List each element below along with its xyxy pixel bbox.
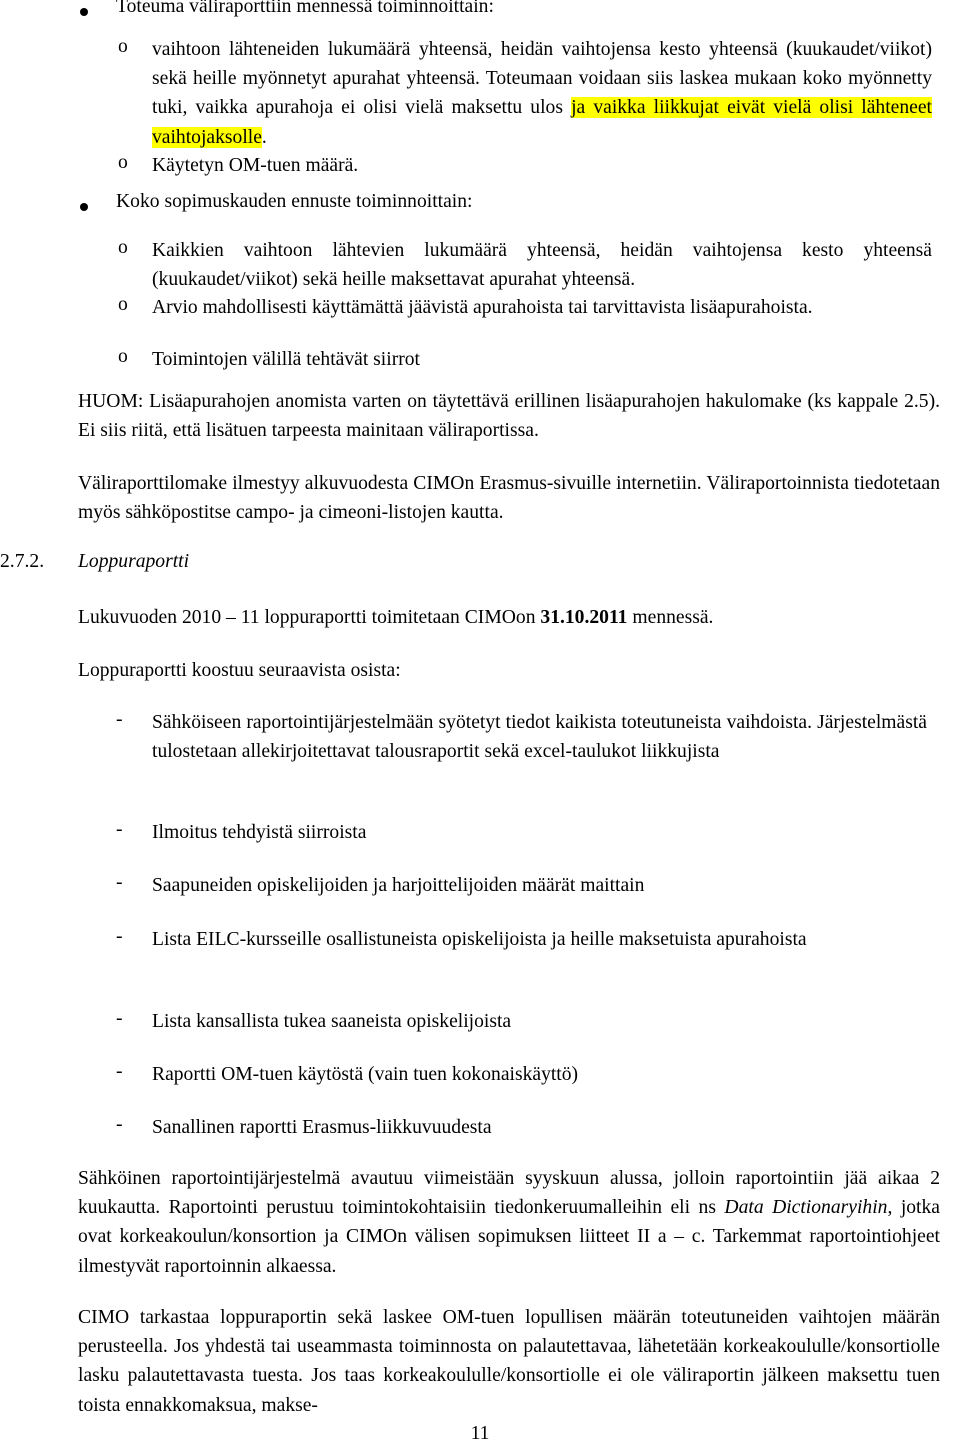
dash-marker: -: [116, 926, 123, 947]
valiraportti-paragraph: Väliraporttilomake ilmestyy alkuvuodesta CIMOn Erasmus-sivuille internetiin. Väliraportoinnista tiedotetaan myös sähköpostitse campo- ja cimeoni-listojen kautta.: [78, 473, 940, 524]
sub-item-om-tuki: Käytetyn OM-tuen määrä.: [152, 155, 359, 176]
bullet-icon: [80, 8, 88, 16]
highlighted-text: ja vaikka liikkujat eivät vielä olisi lähteneet vaihtojaksolle: [152, 97, 933, 148]
page-number: 11: [470, 1423, 490, 1444]
system-text: Sähköinen raportointijärjestelmä avautuu viimeistään syyskuun alussa, jolloin raportointiin jää aikaa 2 kuukautta. Raportointi perustuu toimintokohtaisiin tiedonkeruumalleihin eli ns: [78, 1168, 940, 1219]
sub-item-siirrot: Toimintojen välillä tehtävät siirrot: [152, 349, 420, 370]
sub-marker: o: [118, 237, 128, 258]
sub-item-arvio: Arvio mahdollisesti käyttämättä jäävistä apurahoista tai tarvittavista lisäapurahoista.: [152, 297, 813, 318]
deadline-text-end: mennessä.: [627, 607, 714, 628]
dash-marker: -: [116, 1061, 123, 1082]
section-title: Loppuraportti: [78, 551, 190, 572]
list-item: Ilmoitus tehdyistä siirroista: [152, 822, 367, 843]
sub-marker: o: [118, 294, 128, 315]
deadline-paragraph: [78, 603, 940, 632]
dash-marker: -: [116, 709, 123, 730]
bullet-text: Toteuma väliraporttiin mennessä toiminnoittain:: [116, 0, 494, 17]
dash-marker: -: [116, 1008, 123, 1029]
sub-marker: o: [118, 346, 128, 367]
cimo-paragraph: CIMO tarkastaa loppuraportin sekä laskee OM-tuen lopullisen määrän toteutuneiden vaihtojen määrän perusteella. Jos yhdestä tai useammasta toiminnosta on palautettavaa, lähetetään korkeakoululle/konsortiolle lasku palautettavasta tuesta. Jos taas korkeakoululle/konsortiolle ei ole väliraportin jälkeen maksettu tuen toista ennakkomaksua, makse-: [78, 1307, 940, 1416]
list-item: Sanallinen raportti Erasmus-liikkuvuudesta: [152, 1117, 492, 1138]
list-item: Saapuneiden opiskelijoiden ja harjoittelijoiden määrät maittain: [152, 875, 645, 896]
list-item: Sähköiseen raportointijärjestelmään syötetyt tiedot kaikista toteutuneista vaihdoista. Järjestelmästä tulostetaan allekirjoitettavat talousraportit sekä excel-taulukot liikkujista: [152, 712, 927, 763]
intro-paragraph: Loppuraportti koostuu seuraavista osista:: [78, 660, 401, 681]
sub-item-text-end: .: [261, 126, 267, 148]
dash-marker: -: [116, 872, 123, 893]
data-dictionary-term: Data Dictionaryihin: [724, 1197, 888, 1219]
list-item: Lista EILC-kursseille osallistuneista opiskelijoista ja heille maksetuista apurahoista: [152, 929, 807, 950]
deadline-date: 31.10.2011: [540, 607, 628, 628]
huom-paragraph: HUOM: Lisäapurahojen anomista varten on täytettävä erillinen lisäapurahojen hakulomake (ks kappale 2.5). Ei siis riitä, että lisätuen tarpeesta mainitaan väliraportissa.: [78, 391, 940, 442]
list-item: Lista kansallista tukea saaneista opiskelijoista: [152, 1011, 512, 1032]
bullet-text: Koko sopimuskauden ennuste toiminnoittain:: [116, 191, 473, 212]
section-number: 2.7.2.: [0, 551, 45, 572]
sub-marker: o: [118, 36, 128, 57]
bullet-icon: [80, 203, 88, 211]
dash-marker: -: [116, 1114, 123, 1135]
sub-item-vaihtoon: [152, 35, 932, 152]
sub-item-kaikkien: Kaikkien vaihtoon lähtevien lukumäärä yhteensä, heidän vaihtojensa kesto yhteensä (kuukaudet/viikot) sekä heille maksettavat apurahat yhteensä.: [152, 240, 932, 291]
system-paragraph: [78, 1164, 940, 1281]
deadline-text: Lukuvuoden 2010 – 11 loppuraportti toimitetaan CIMOon: [78, 607, 541, 628]
sub-marker: o: [118, 152, 128, 173]
sub-item-text: vaihtoon lähteneiden lukumäärä yhteensä, heidän vaihtojensa kesto yhteensä (kuukaudet/viikot) sekä heille myönnetyt apurahat yhteensä. Toteumaan voidaan siis laskea mukaan koko myönnetty tuki, vaikka apurahoja ei olisi vielä maksettu ulos: [152, 39, 932, 119]
system-text-end: , jotka ovat korkeakoulun/konsortion ja CIMOn välisen sopimuksen liitteet II a – c. Tarkemmat raportointiohjeet ilmestyvät raportoinnin alkaessa.: [78, 1197, 940, 1277]
dash-marker: -: [116, 819, 123, 840]
list-item: Raportti OM-tuen käytöstä (vain tuen kokonaiskäyttö): [152, 1064, 579, 1085]
